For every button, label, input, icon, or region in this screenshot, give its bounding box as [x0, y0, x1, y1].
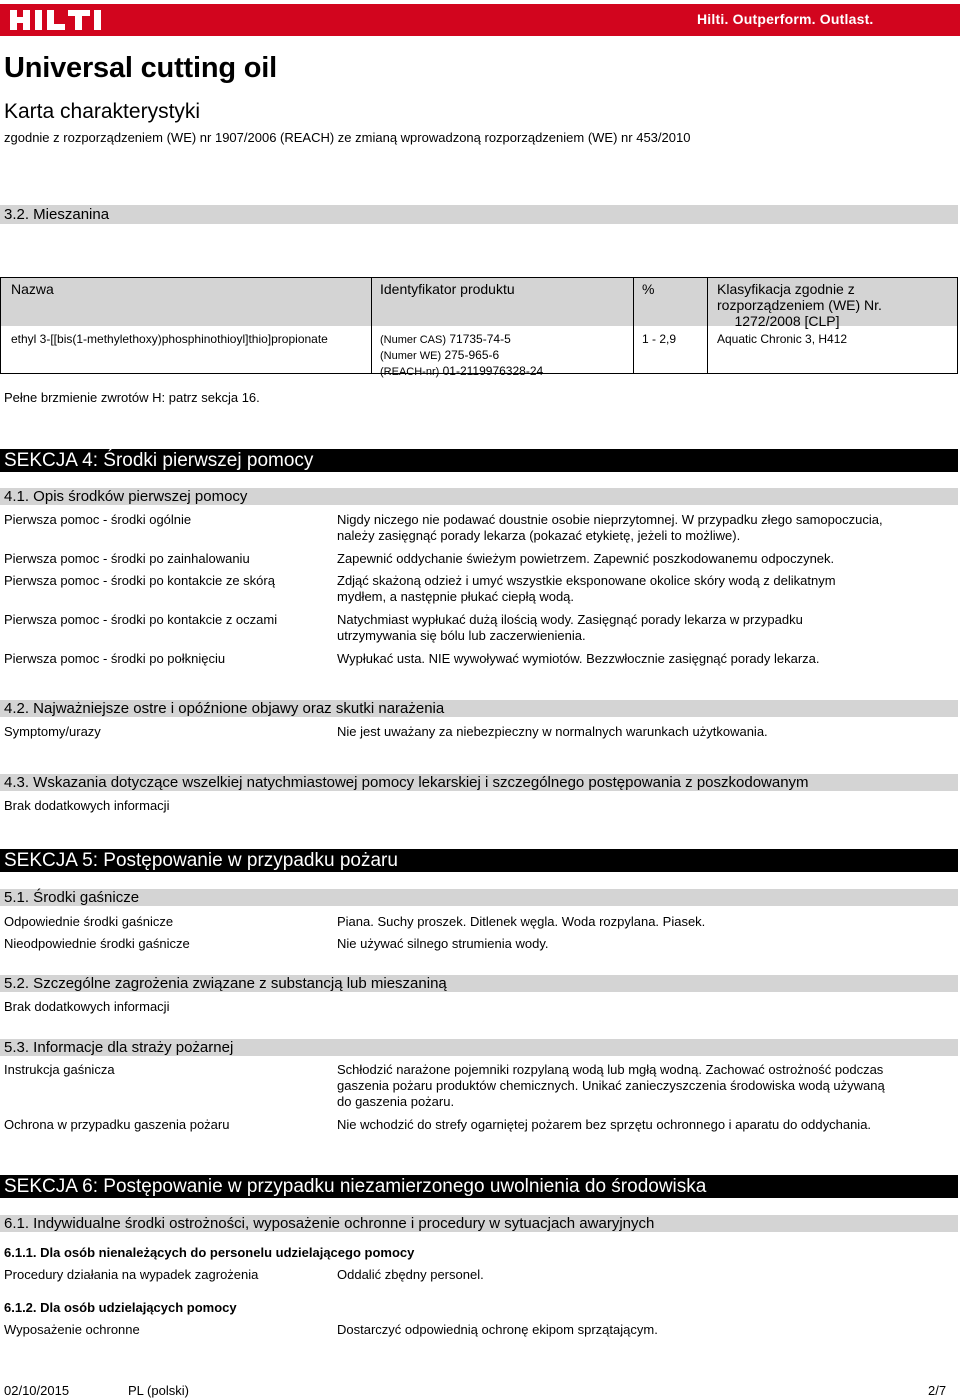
- cas-label: (Numer CAS): [380, 334, 447, 346]
- section-5-title: SEKCJA 5: Postępowanie w przypadku pożaru: [0, 849, 958, 872]
- document-subtitle: Karta charakterystyki: [4, 100, 201, 123]
- first-aid-general-label: Pierwsza pomoc - środki ogólnie: [4, 512, 192, 527]
- suitable-media-value: Piana. Suchy proszek. Ditlenek węgla. Woda rozpylana. Piasek.: [337, 914, 706, 929]
- footer-language: PL (polski): [128, 1383, 189, 1398]
- substance-name: ethyl 3-[[bis(1-methylethoxy)phosphinothioyl]thio]propionate: [11, 332, 328, 346]
- section-4-1-title: 4.1. Opis środków pierwszej pomocy: [0, 488, 958, 505]
- document-title: Universal cutting oil: [4, 52, 277, 84]
- unsuitable-media-value: Nie używać silnego strumienia wody.: [337, 936, 549, 951]
- header-slogan: Hilti. Outperform. Outlast.: [697, 11, 874, 27]
- h-statements-note: Pełne brzmienie zwrotów H: patrz sekcja 16.: [4, 390, 260, 405]
- unsuitable-media-label: Nieodpowiednie środki gaśnicze: [4, 936, 190, 951]
- header-classification-line: rozporządzeniem (WE) Nr.: [717, 297, 882, 313]
- first-aid-skin-label: Pierwsza pomoc - środki po kontakcie ze skórą: [4, 573, 275, 588]
- first-aid-eyes-label: Pierwsza pomoc - środki po kontakcie z oczami: [4, 612, 278, 627]
- section-5-1-title: 5.1. Środki gaśnicze: [0, 889, 958, 906]
- reach-label: (REACH-nr): [380, 366, 440, 378]
- we-label: (Numer WE): [380, 350, 442, 362]
- cas-value: 71735-74-5: [449, 332, 511, 346]
- section-6-1-title: 6.1. Indywidualne środki ostrożności, wyposażenie ochronne i procedury w sytuacjach awaryjnych: [0, 1215, 958, 1232]
- we-value: 275-965-6: [444, 348, 500, 362]
- value-line: Natychmiast wypłukać dużą ilością wody. Zasięgnąć porady lekarza w przypadku: [337, 612, 803, 627]
- symptoms-label: Symptomy/urazy: [4, 724, 101, 739]
- section-4-3-title: 4.3. Wskazania dotyczące wszelkiej natychmiastowej pomocy lekarskiej i szczególnego postępowania z poszkodowanym: [0, 774, 958, 791]
- first-aid-ingestion-value: Wypłukać usta. NIE wywoływać wymiotów. Bezzwłocznie zasięgnąć porady lekarza.: [337, 651, 820, 666]
- section-6-title: SEKCJA 6: Postępowanie w przypadku niezamierzonego uwolnienia do środowiska: [0, 1175, 958, 1198]
- substance-percent: 1 - 2,9: [642, 332, 677, 346]
- header-classification-line: 1272/2008 [CLP]: [734, 313, 840, 329]
- firefighting-instructions-label: Instrukcja gaśnicza: [4, 1062, 115, 1077]
- substance-classification: Aquatic Chronic 3, H412: [717, 332, 848, 346]
- section-6-1-1-title: 6.1.1. Dla osób nienależących do personelu udzielającego pomocy: [4, 1245, 415, 1260]
- table-divider: [707, 278, 708, 373]
- value-line: gaszenia pożaru produktów chemicznych. Unikać zanieczyszczenia środowiska wodą używaną: [337, 1078, 885, 1093]
- section-5-2-title: 5.2. Szczególne zagrożenia związane z substancją lub mieszaniną: [0, 975, 958, 992]
- protective-equipment-label: Wyposażenie ochronne: [4, 1322, 140, 1337]
- substance-identifiers: [380, 332, 543, 380]
- section-6-1-2-title: 6.1.2. Dla osób udzielających pomocy: [4, 1300, 237, 1315]
- firefighting-protection-value: Nie wchodzić do strefy ogarniętej pożarem bez sprzętu ochronnego i aparatu do oddychania.: [337, 1117, 872, 1132]
- header-bar: [0, 0, 960, 38]
- section-4-title: SEKCJA 4: Środki pierwszej pomocy: [0, 449, 958, 472]
- value-line: utrzymywania się bólu lub zaczerwienienia.: [337, 628, 586, 643]
- hilti-logo: [10, 8, 120, 32]
- first-aid-inhalation-label: Pierwsza pomoc - środki po zainhalowaniu: [4, 551, 250, 566]
- first-aid-skin-value: [337, 573, 947, 605]
- symptoms-value: Nie jest uważany za niebezpieczny w normalnych warunkach użytkowania.: [337, 724, 768, 739]
- value-line: Nigdy niczego nie podawać doustnie osobie nieprzytomnej. W przypadku złego samopoczucia,: [337, 512, 883, 527]
- header-identifier: Identyfikator produktu: [380, 281, 515, 297]
- emergency-procedures-label: Procedury działania na wypadek zagrożenia: [4, 1267, 259, 1282]
- first-aid-ingestion-label: Pierwsza pomoc - środki po połknięciu: [4, 651, 226, 666]
- header-name: Nazwa: [11, 281, 54, 297]
- first-aid-eyes-value: [337, 612, 947, 644]
- section-5-2-text: Brak dodatkowych informacji: [4, 999, 170, 1014]
- value-line: Schłodzić narażone pojemniki rozpylaną wodą lub mgłą wodną. Zachować ostrożność podczas: [337, 1062, 884, 1077]
- suitable-media-label: Odpowiednie środki gaśnicze: [4, 914, 174, 929]
- protective-equipment-value: Dostarczyć odpowiednią ochronę ekipom sprzątającym.: [337, 1322, 658, 1337]
- document-regulation: zgodnie z rozporządzeniem (WE) nr 1907/2006 (REACH) ze zmianą wprowadzoną rozporządzeniem (WE) nr 453/2010: [4, 130, 691, 145]
- section-3-2-title: 3.2. Mieszanina: [0, 205, 958, 224]
- emergency-procedures-value: Oddalić zbędny personel.: [337, 1267, 484, 1282]
- first-aid-inhalation-value: Zapewnić oddychanie świeżym powietrzem. Zapewnić poszkodowanemu odpoczynek.: [337, 551, 835, 566]
- header-classification-line: Klasyfikacja zgodnie z: [717, 281, 855, 297]
- table-divider: [371, 278, 372, 373]
- header-percent: %: [642, 281, 655, 297]
- firefighting-protection-label: Ochrona w przypadku gaszenia pożaru: [4, 1117, 230, 1132]
- section-5-3-title: 5.3. Informacje dla straży pożarnej: [0, 1039, 958, 1056]
- first-aid-general-value: [337, 512, 947, 544]
- firefighting-instructions-value: [337, 1062, 947, 1110]
- header-classification: [717, 281, 882, 329]
- footer-date: 02/10/2015: [4, 1383, 70, 1398]
- mixture-table: [0, 277, 958, 378]
- footer-page-number: 2/7: [928, 1383, 947, 1398]
- table-divider: [633, 278, 634, 373]
- value-line: mydłem, a następnie płukać ciepłą wodą.: [337, 589, 575, 604]
- value-line: należy zasięgnąć porady lekarza (pokazać etykietę, jeżeli to możliwe).: [337, 528, 741, 543]
- section-4-2-title: 4.2. Najważniejsze ostre i opóźnione objawy oraz skutki narażenia: [0, 700, 958, 717]
- section-4-3-text: Brak dodatkowych informacji: [4, 798, 170, 813]
- value-line: do gaszenia pożaru.: [337, 1094, 455, 1109]
- value-line: Zdjąć skażoną odzież i umyć wszystkie eksponowane okolice skóry wodą z delikatnym: [337, 573, 836, 588]
- reach-value: 01-2119976328-24: [442, 364, 544, 378]
